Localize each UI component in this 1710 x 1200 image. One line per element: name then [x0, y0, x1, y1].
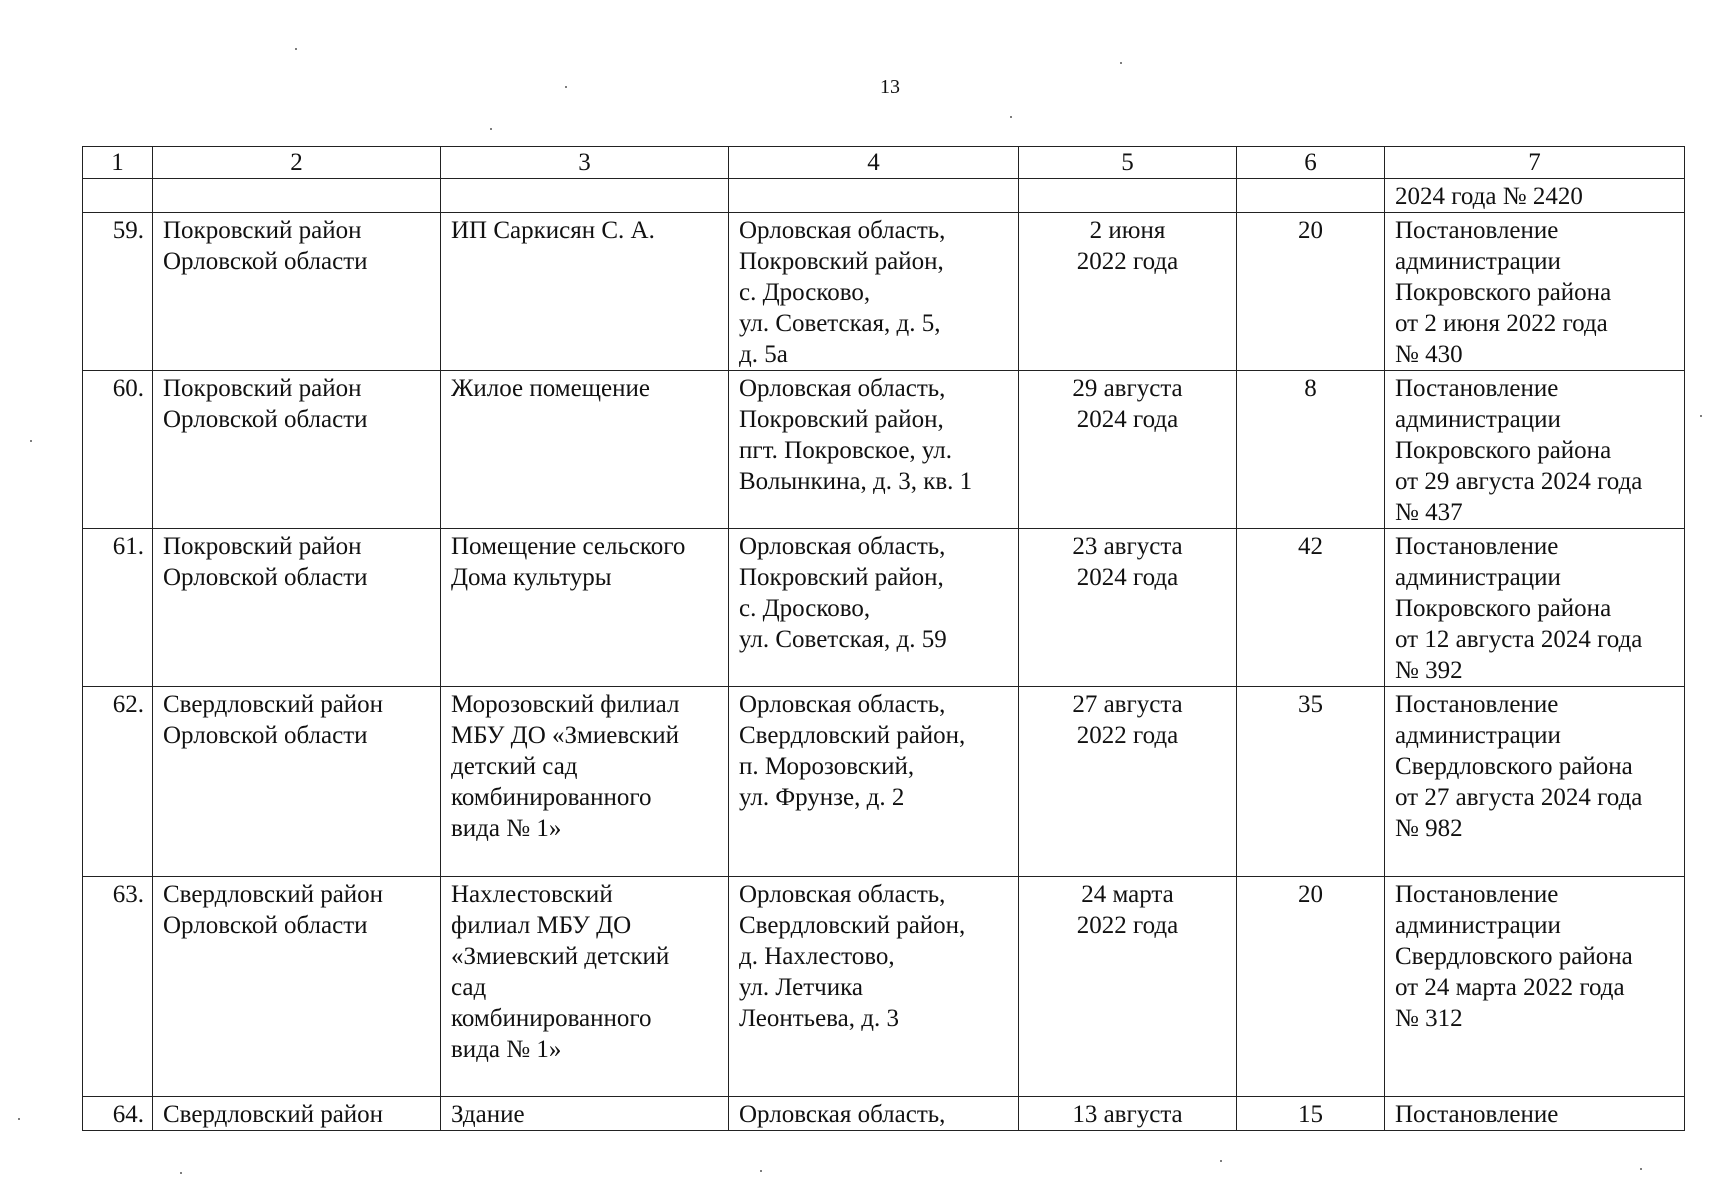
scan-speck: [1120, 62, 1122, 64]
date-cell: 24 марта 2022 года: [1019, 877, 1237, 1097]
district-cell: Покровский район Орловской области: [153, 213, 441, 371]
row-number: 64.: [83, 1097, 153, 1131]
table-row: [83, 1097, 1685, 1131]
column-header: 6: [1237, 147, 1385, 179]
continuation-text: 2024 года № 2420: [1385, 179, 1685, 213]
column-header: 1: [83, 147, 153, 179]
document-cell: Постановление администрации Покровского района от 29 августа 2024 года № 437: [1385, 371, 1685, 529]
district-cell: Свердловский район: [153, 1097, 441, 1131]
address-cell: Орловская область, Покровский район, с. Дросково, ул. Советская, д. 5, д. 5а: [729, 213, 1019, 371]
address-cell: Орловская область,: [729, 1097, 1019, 1131]
row-number: 60.: [83, 371, 153, 529]
document-cell: Постановление администрации Покровского района от 12 августа 2024 года № 392: [1385, 529, 1685, 687]
scan-speck: [490, 128, 492, 130]
table-row: [83, 877, 1685, 1097]
object-cell: Жилое помещение: [441, 371, 729, 529]
empty-cell: [1019, 179, 1237, 213]
empty-cell: [83, 179, 153, 213]
table-row: [83, 371, 1685, 529]
table-row: [83, 529, 1685, 687]
scan-speck: [180, 1172, 182, 1174]
scan-speck: [760, 1170, 762, 1172]
scan-speck: [1220, 1160, 1222, 1162]
count-cell: 20: [1237, 213, 1385, 371]
object-cell: Морозовский филиал МБУ ДО «Змиевский детский сад комбинированного вида № 1»: [441, 687, 729, 877]
page-number: 13: [880, 76, 900, 98]
scan-speck: [1010, 116, 1012, 118]
scan-speck: [30, 440, 32, 442]
table-row: [83, 213, 1685, 371]
row-number: 62.: [83, 687, 153, 877]
continuation-row: [83, 179, 1685, 213]
district-cell: Свердловский район Орловской области: [153, 687, 441, 877]
object-cell: Здание: [441, 1097, 729, 1131]
empty-cell: [153, 179, 441, 213]
row-number: 61.: [83, 529, 153, 687]
scan-speck: [18, 1118, 20, 1120]
empty-cell: [1237, 179, 1385, 213]
address-cell: Орловская область, Свердловский район, д. Нахлестово, ул. Летчика Леонтьева, д. 3: [729, 877, 1019, 1097]
column-header: 5: [1019, 147, 1237, 179]
empty-cell: [441, 179, 729, 213]
scan-speck: [565, 86, 567, 88]
column-header-row: [83, 147, 1685, 179]
date-cell: 2 июня 2022 года: [1019, 213, 1237, 371]
column-header: 3: [441, 147, 729, 179]
count-cell: 35: [1237, 687, 1385, 877]
date-cell: 23 августа 2024 года: [1019, 529, 1237, 687]
object-cell: Помещение сельского Дома культуры: [441, 529, 729, 687]
registry-table: [82, 146, 1685, 1131]
column-header: 7: [1385, 147, 1685, 179]
address-cell: Орловская область, Свердловский район, п. Морозовский, ул. Фрунзе, д. 2: [729, 687, 1019, 877]
district-cell: Покровский район Орловской области: [153, 371, 441, 529]
address-cell: Орловская область, Покровский район, пгт. Покровское, ул. Волынкина, д. 3, кв. 1: [729, 371, 1019, 529]
date-cell: 29 августа 2024 года: [1019, 371, 1237, 529]
scan-speck: [1640, 1168, 1642, 1170]
count-cell: 15: [1237, 1097, 1385, 1131]
object-cell: Нахлестовский филиал МБУ ДО «Змиевский детский сад комбинированного вида № 1»: [441, 877, 729, 1097]
row-number: 59.: [83, 213, 153, 371]
count-cell: 42: [1237, 529, 1385, 687]
document-cell: Постановление администрации Свердловского района от 24 марта 2022 года № 312: [1385, 877, 1685, 1097]
district-cell: Покровский район Орловской области: [153, 529, 441, 687]
count-cell: 20: [1237, 877, 1385, 1097]
row-number: 63.: [83, 877, 153, 1097]
column-header: 2: [153, 147, 441, 179]
date-cell: 13 августа: [1019, 1097, 1237, 1131]
empty-cell: [729, 179, 1019, 213]
table-row: [83, 687, 1685, 877]
column-header: 4: [729, 147, 1019, 179]
document-cell: Постановление администрации Свердловского района от 27 августа 2024 года № 982: [1385, 687, 1685, 877]
count-cell: 8: [1237, 371, 1385, 529]
document-cell: Постановление администрации Покровского района от 2 июня 2022 года № 430: [1385, 213, 1685, 371]
scan-speck: [295, 48, 297, 50]
scan-speck: [1700, 415, 1702, 417]
document-cell: Постановление: [1385, 1097, 1685, 1131]
address-cell: Орловская область, Покровский район, с. Дросково, ул. Советская, д. 59: [729, 529, 1019, 687]
object-cell: ИП Саркисян С. А.: [441, 213, 729, 371]
date-cell: 27 августа 2022 года: [1019, 687, 1237, 877]
district-cell: Свердловский район Орловской области: [153, 877, 441, 1097]
